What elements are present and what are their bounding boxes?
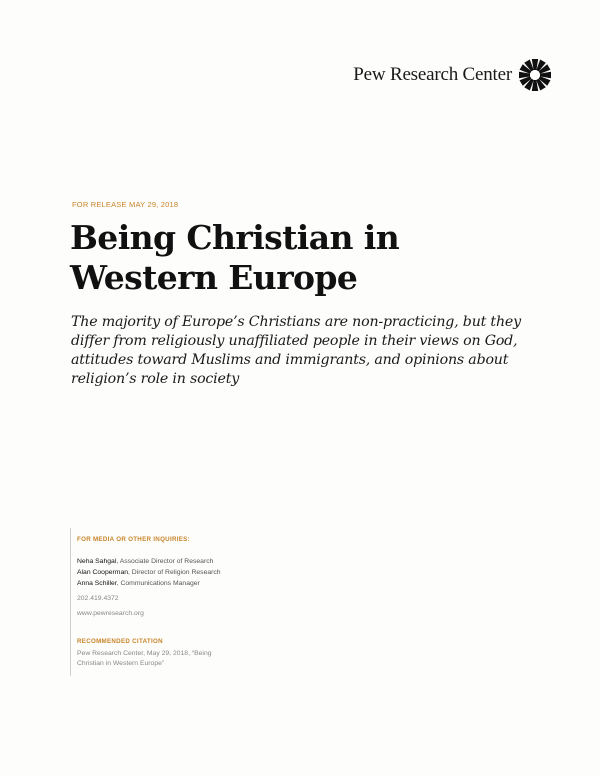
release-date: FOR RELEASE MAY 29, 2018 [72,200,179,209]
page-title [70,218,550,298]
contact-role: , Communications Manager [116,580,200,587]
pew-logo [330,58,552,92]
subtitle-line: religion’s role in society [71,371,240,387]
citation-line: Pew Research Center, May 29, 2018, “Being [77,650,212,657]
contact-person [77,569,221,576]
contact-role: , Associate Director of Research [116,558,214,565]
citation-text [77,649,267,669]
contact-box [70,528,300,676]
subtitle-line: attitudes toward Muslims and immigrants, and opinions about [71,352,509,368]
subtitle-line: differ from religiously unaffiliated people in their views on God, [71,333,518,349]
contact-name: Alan Cooperman [77,569,129,576]
contact-person [77,580,200,587]
citation-heading: RECOMMENDED CITATION [77,638,163,645]
org-name: Pew Research Center [353,64,512,85]
contact-heading: FOR MEDIA OR OTHER INQUIRIES: [77,536,190,543]
contact-person [77,558,213,565]
contact-phone: 202.419.4372 [77,595,119,602]
pew-sunburst-icon [518,58,552,92]
citation-line: Christian in Western Europe” [77,660,165,667]
contact-name: Anna Schiller [77,580,117,587]
page-subtitle [71,313,541,389]
title-line: Western Europe [70,258,358,297]
title-line: Being Christian in [70,218,400,257]
subtitle-line: The majority of Europe’s Christians are non-practicing, but they [71,314,521,330]
contact-role: , Director of Religion Research [128,569,221,576]
website-link[interactable]: www.pewresearch.org [77,610,144,617]
contact-name: Neha Sahgal [77,558,117,565]
